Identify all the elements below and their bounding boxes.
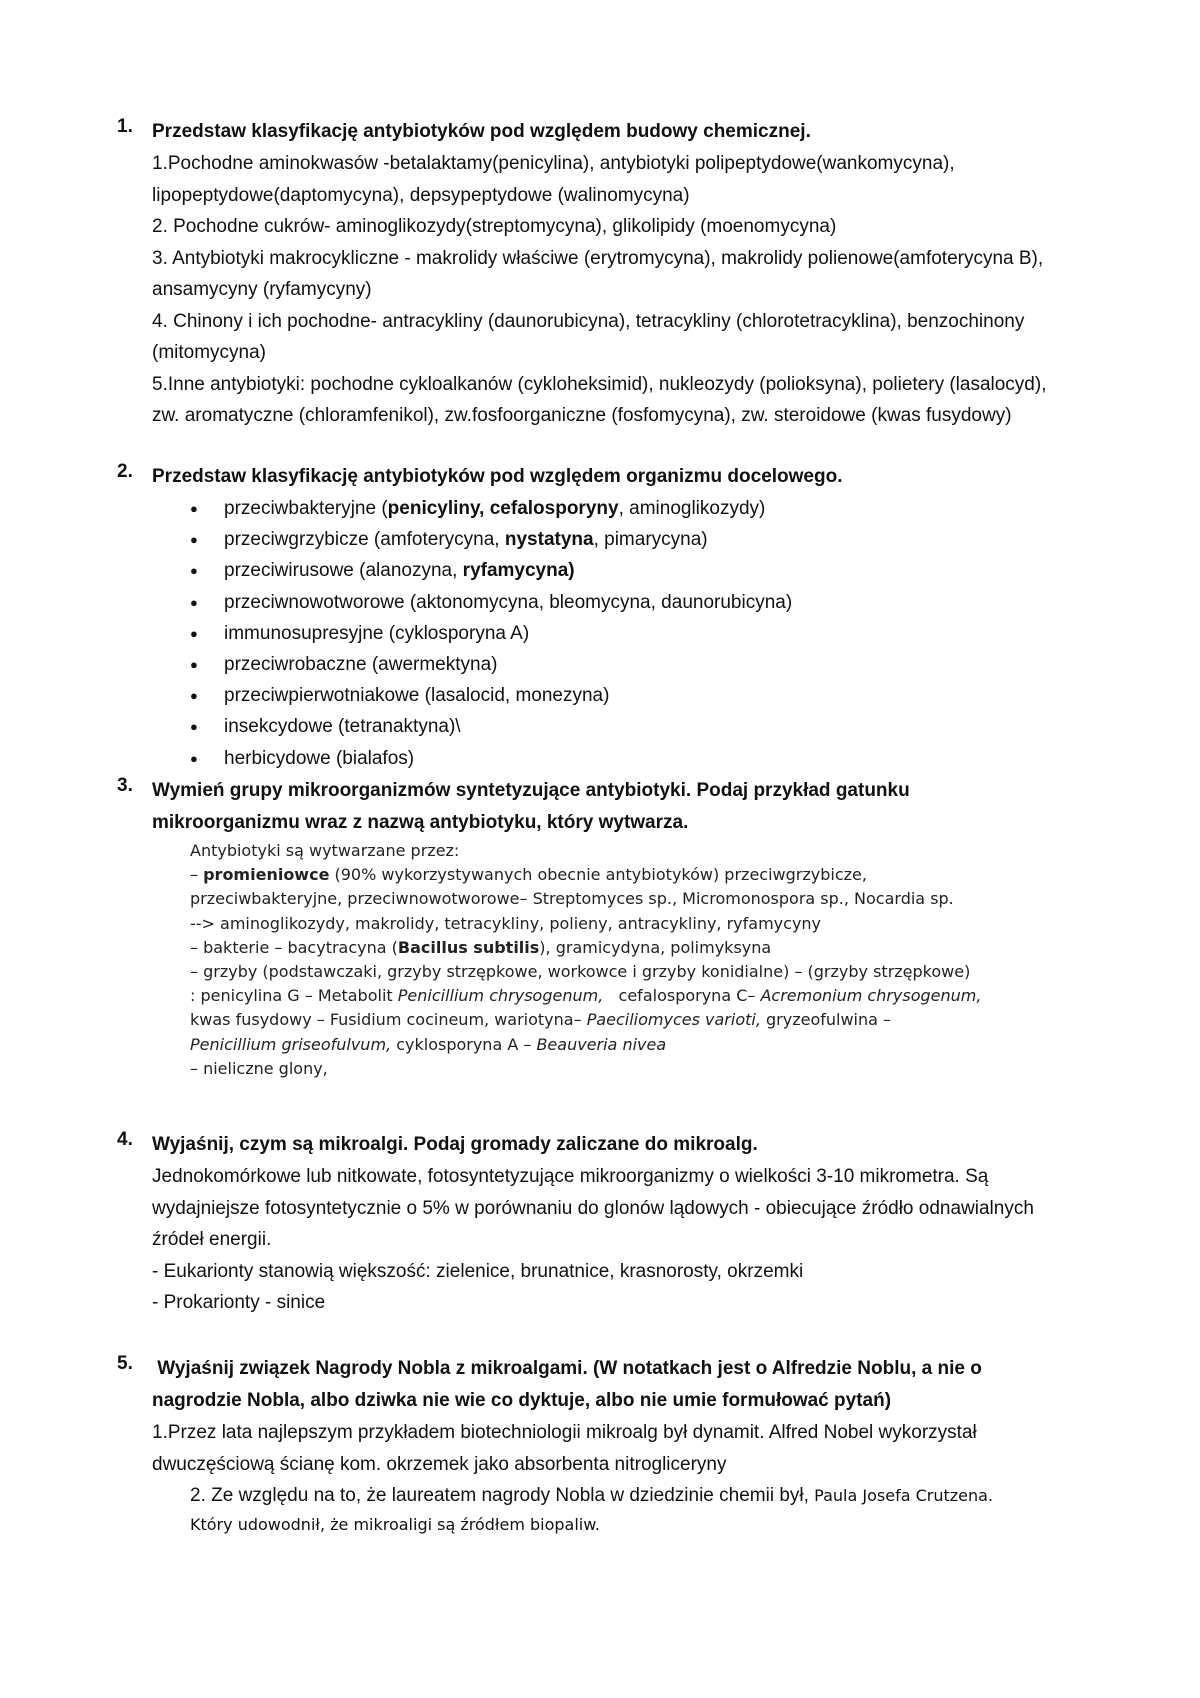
question-number: 2. bbox=[117, 461, 133, 482]
answer-text bbox=[152, 1161, 1112, 1319]
answer-text bbox=[190, 839, 1130, 1081]
text-line: wydajniejsze fotosyntetycznie o 5% w porównaniu do glonów lądowych - obiecujące źródło odnawialnych bbox=[152, 1197, 1034, 1219]
list-item: ● przeciwnowotworowe (aktonomycyna, bleomycyna, daunorubicyna) bbox=[190, 587, 1112, 618]
answer-text-indented bbox=[190, 1480, 1112, 1539]
text-line: – promieniowce (90% wykorzystywanych obecnie antybiotyków) przeciwgrzybicze, bbox=[190, 865, 867, 885]
text-line: 5.Inne antybiotyki: pochodne cykloalkanów (cykloheksimid), nukleozydy (polioksyna), polietery (lasalocyd), bbox=[152, 373, 1047, 395]
question-title: Przedstaw klasyfikację antybiotyków pod względem budowy chemicznej. bbox=[152, 121, 811, 142]
text-line: zw. aromatyczne (chloramfenikol), zw.fosfoorganiczne (fosfomycyna), zw. steroidowe (kwas fusydowy) bbox=[152, 405, 1012, 426]
text-line: dwuczęściową ścianę kom. okrzemek jako absorbenta nitrogliceryny bbox=[152, 1453, 727, 1475]
question-number: 5. bbox=[117, 1353, 133, 1374]
question-number: 3. bbox=[117, 775, 133, 796]
text-line: Który udowodnił, że mikroaligi są źródłem biopaliw. bbox=[190, 1515, 600, 1534]
question-2 bbox=[0, 461, 1112, 774]
question-title: Wyjaśnij związek Nagrody Nobla z mikroalgami. (W notatkach jest o Alfredzie Noblu, a nie o nagrodzie Nobla, albo dziwka nie wie co dyktuje, albo nie umie formułować pytań) bbox=[152, 1358, 982, 1411]
list-item: ● przeciwpierwotniakowe (lasalocid, monezyna) bbox=[190, 680, 1112, 711]
list-item: ● przeciwgrzybicze (amfoterycyna, nystatyna, pimarycyna) bbox=[190, 524, 1112, 555]
text-line: lipopeptydowe(daptomycyna), depsypeptydowe (walinomycyna) bbox=[152, 184, 690, 206]
list-item: ● przeciwirusowe (alanozyna, ryfamycyna) bbox=[190, 555, 1112, 586]
text-line: Antybiotyki są wytwarzane przez: bbox=[190, 841, 460, 860]
text-line: Jednokomórkowe lub nitkowate, fotosyntetyzujące mikroorganizmy o wielkości 3-10 mikrometra. Są bbox=[152, 1166, 989, 1187]
question-title: Wyjaśnij, czym są mikroalgi. Podaj gromady zaliczane do mikroalg. bbox=[152, 1134, 758, 1155]
question-number: 4. bbox=[117, 1129, 133, 1150]
question-number: 1. bbox=[117, 116, 133, 137]
text-line: – grzyby (podstawczaki, grzyby strzępkowe, workowce i grzyby konidialne) – (grzyby strzępkowe) bbox=[190, 962, 971, 982]
text-line: --> aminoglikozydy, makrolidy, tetracykliny, polieny, antracykliny, ryfamycyny bbox=[190, 913, 822, 933]
bullet-list bbox=[190, 493, 1112, 774]
question-3 bbox=[0, 775, 1130, 1081]
text-line: 4. Chinony i ich pochodne- antracykliny (daunorubicyna), tetracykliny (chlorotetracyklina), benzochinony bbox=[152, 310, 1025, 332]
text-line: - Eukarionty stanowią większość: zielenice, brunatnice, krasnorosty, okrzemki bbox=[152, 1260, 804, 1282]
list-item: ● insekcydowe (tetranaktyna)\ bbox=[190, 711, 1112, 742]
text-line: 1.Przez lata najlepszym przykładem biotechniologii mikroalg był dynamit. Alfred Nobel wykorzystał bbox=[152, 1422, 977, 1443]
text-line: Penicillium griseofulvum, cyklosporyna A – Beauveria nivea bbox=[190, 1034, 667, 1054]
text-line: - Prokarionty - sinice bbox=[152, 1292, 326, 1313]
text-line: 2. Ze względu na to, że laureatem nagrody Nobla w dziedzinie chemii był, Paula Josefa Crutzena. bbox=[190, 1485, 994, 1506]
text-line: 3. Antybiotyki makrocykliczne - makrolidy właściwe (erytromycyna), makrolidy polienowe(amfoterycyna B), bbox=[152, 247, 1044, 269]
text-line: ansamycyny (ryfamycyny) bbox=[152, 279, 372, 300]
text-line: źródeł energii. bbox=[152, 1229, 272, 1250]
question-title: Wymień grupy mikroorganizmów syntetyzujące antybiotyki. Podaj przykład gatunku mikroorganizmu wraz z nazwą antybiotyku, który wytwarza. bbox=[152, 780, 910, 833]
text-line: (mitomycyna) bbox=[152, 342, 267, 363]
list-item: ● herbicydowe (bialafos) bbox=[190, 743, 1112, 774]
list-item: ● przeciwrobaczne (awermektyna) bbox=[190, 649, 1112, 680]
text-line: 1.Pochodne aminokwasów -betalaktamy(penicylina), antybiotyki polipeptydowe(wankomycyna), bbox=[152, 153, 955, 174]
text-line: 2. Pochodne cukrów- aminoglikozydy(streptomycyna), glikolipidy (moenomycyna) bbox=[152, 216, 837, 237]
text-line: : penicylina G – Metabolit Penicillium chrysogenum, cefalosporyna C– Acremonium chrysogenum, bbox=[190, 986, 982, 1006]
question-5 bbox=[0, 1353, 1112, 1539]
answer-text bbox=[152, 1417, 1112, 1480]
text-line: kwas fusydowy – Fusidium cocineum, wariotyna– Paeciliomyces varioti, gryzeofulwina – bbox=[190, 1010, 892, 1030]
question-4 bbox=[0, 1129, 1112, 1319]
text-line: – nieliczne glony, bbox=[190, 1058, 328, 1078]
text-line: – bakterie – bacytracyna (Bacillus subtilis), gramicydyna, polimyksyna bbox=[190, 937, 772, 957]
list-item: ● przeciwbakteryjne (penicyliny, cefalosporyny, aminoglikozydy) bbox=[190, 493, 1112, 524]
question-title: Przedstaw klasyfikację antybiotyków pod względem organizmu docelowego. bbox=[152, 466, 843, 487]
question-1 bbox=[0, 116, 1112, 432]
text-line: przeciwbakteryjne, przeciwnowotworowe– Streptomyces sp., Micromonospora sp., Nocardia sp. bbox=[190, 889, 954, 909]
list-item: ● immunosupresyjne (cyklosporyna A) bbox=[190, 618, 1112, 649]
answer-text bbox=[152, 148, 1112, 432]
